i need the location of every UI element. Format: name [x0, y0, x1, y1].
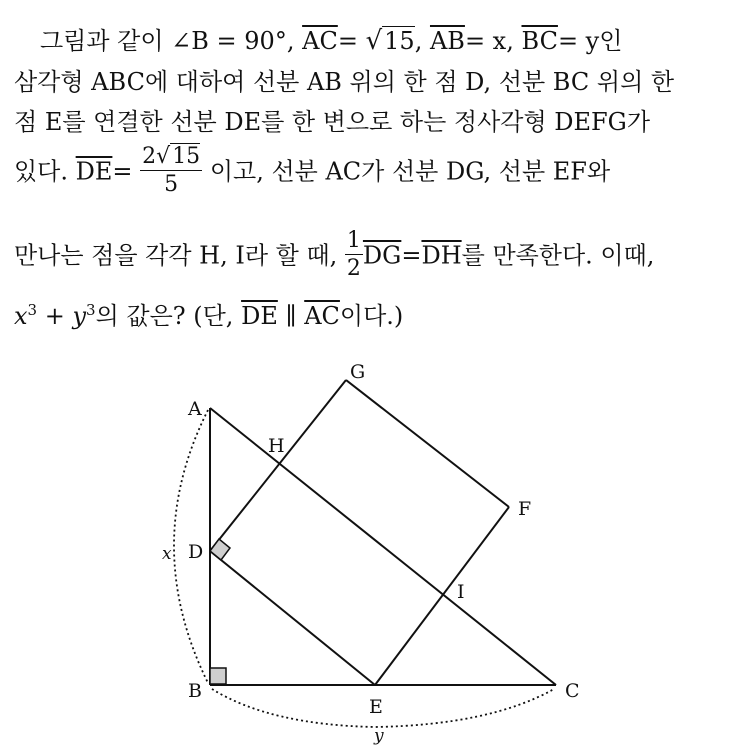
label-g: G — [350, 361, 366, 383]
line1-eq: = — [337, 27, 358, 55]
label-a: A — [188, 398, 202, 420]
segment-ac-line — [210, 408, 556, 685]
line6-mid: 의 값은? (단, — [95, 302, 234, 330]
problem-line-1 — [40, 28, 622, 54]
line6-tail: 이다.) — [339, 302, 404, 330]
line1-comma: , — [414, 27, 423, 55]
fraction-one-half — [345, 230, 363, 280]
exp-x: 3 — [27, 301, 38, 319]
line1-lead: 그림과 같이 ∠B = 90°, — [40, 27, 295, 55]
frac-den: 5 — [164, 172, 179, 197]
label-c: C — [565, 680, 580, 702]
problem-line-3: 점 E를 연결한 선분 DE를 한 변으로 하는 정사각형 DEFG가 — [14, 108, 651, 136]
fraction-2sqrt15-over-5: $\frac{2√15}{5}$ — [142, 144, 201, 197]
label-i: I — [457, 581, 465, 603]
right-angle-mark-d — [210, 539, 230, 560]
half-num: 1 — [346, 228, 361, 253]
line1-eq-x: = x, — [464, 27, 514, 55]
var-y: y — [72, 302, 87, 330]
line4-lead: 있다. — [14, 157, 68, 186]
line5-lead: 만나는 점을 각각 H, I라 할 때, — [14, 241, 338, 270]
problem-line-4 — [14, 144, 611, 198]
segment-ab: $\overline{AB}$ — [429, 27, 465, 55]
label-e: E — [369, 696, 383, 718]
segment-ac: $\overline{AC}$ — [302, 27, 338, 55]
problem-line-6 — [14, 303, 403, 328]
segment-dh: $\overline{DH}$ — [421, 241, 462, 270]
geometry-figure — [150, 355, 610, 750]
line4-eq: = — [112, 157, 133, 186]
right-angle-mark-b — [210, 668, 226, 684]
problem-line-5 — [14, 228, 655, 282]
segment-ac-2: $\overline{AC}$ — [304, 302, 340, 330]
figure-svg — [150, 355, 610, 750]
segment-de: $\overline{DE}$ — [75, 157, 113, 186]
segment-fg-line — [346, 380, 509, 507]
label-h: H — [268, 435, 285, 457]
line5-eq: = — [401, 241, 422, 270]
half-den: 2 — [346, 256, 361, 281]
plus-sign: + — [37, 302, 73, 330]
frac-radicand: 15 — [172, 144, 201, 169]
segment-gd-line — [210, 380, 346, 551]
sqrt-15: √15 — [365, 26, 415, 56]
sqrt-15-radicand: 15 — [384, 27, 415, 55]
parallel-symbol: ∥ — [285, 302, 297, 330]
segment-ef-line — [375, 507, 509, 685]
dotted-arc-y — [212, 689, 554, 727]
label-f: F — [518, 498, 532, 520]
line1-eq-y: = y인 — [557, 27, 623, 55]
segment-de-2: $\overline{DE}$ — [241, 302, 278, 330]
segment-dg: $\overline{DG}$ — [362, 241, 402, 270]
line4-tail: 이고, 선분 AC가 선분 DG, 선분 EF와 — [209, 157, 611, 186]
frac-coef: 2 — [142, 144, 157, 169]
exp-y: 3 — [86, 301, 96, 319]
var-x: x — [14, 302, 28, 330]
problem-line-2: 삼각형 ABC에 대하여 선분 AB 위의 한 점 D, 선분 BC 위의 한 — [14, 68, 675, 96]
segment-bc: $\overline{BC}$ — [521, 27, 558, 55]
line5-tail: 를 만족한다. 이때, — [461, 241, 655, 270]
label-b: B — [188, 680, 202, 702]
label-d: D — [188, 541, 204, 563]
label-y: y — [374, 726, 384, 746]
label-x: x — [162, 544, 172, 564]
segment-de-line — [210, 551, 375, 685]
